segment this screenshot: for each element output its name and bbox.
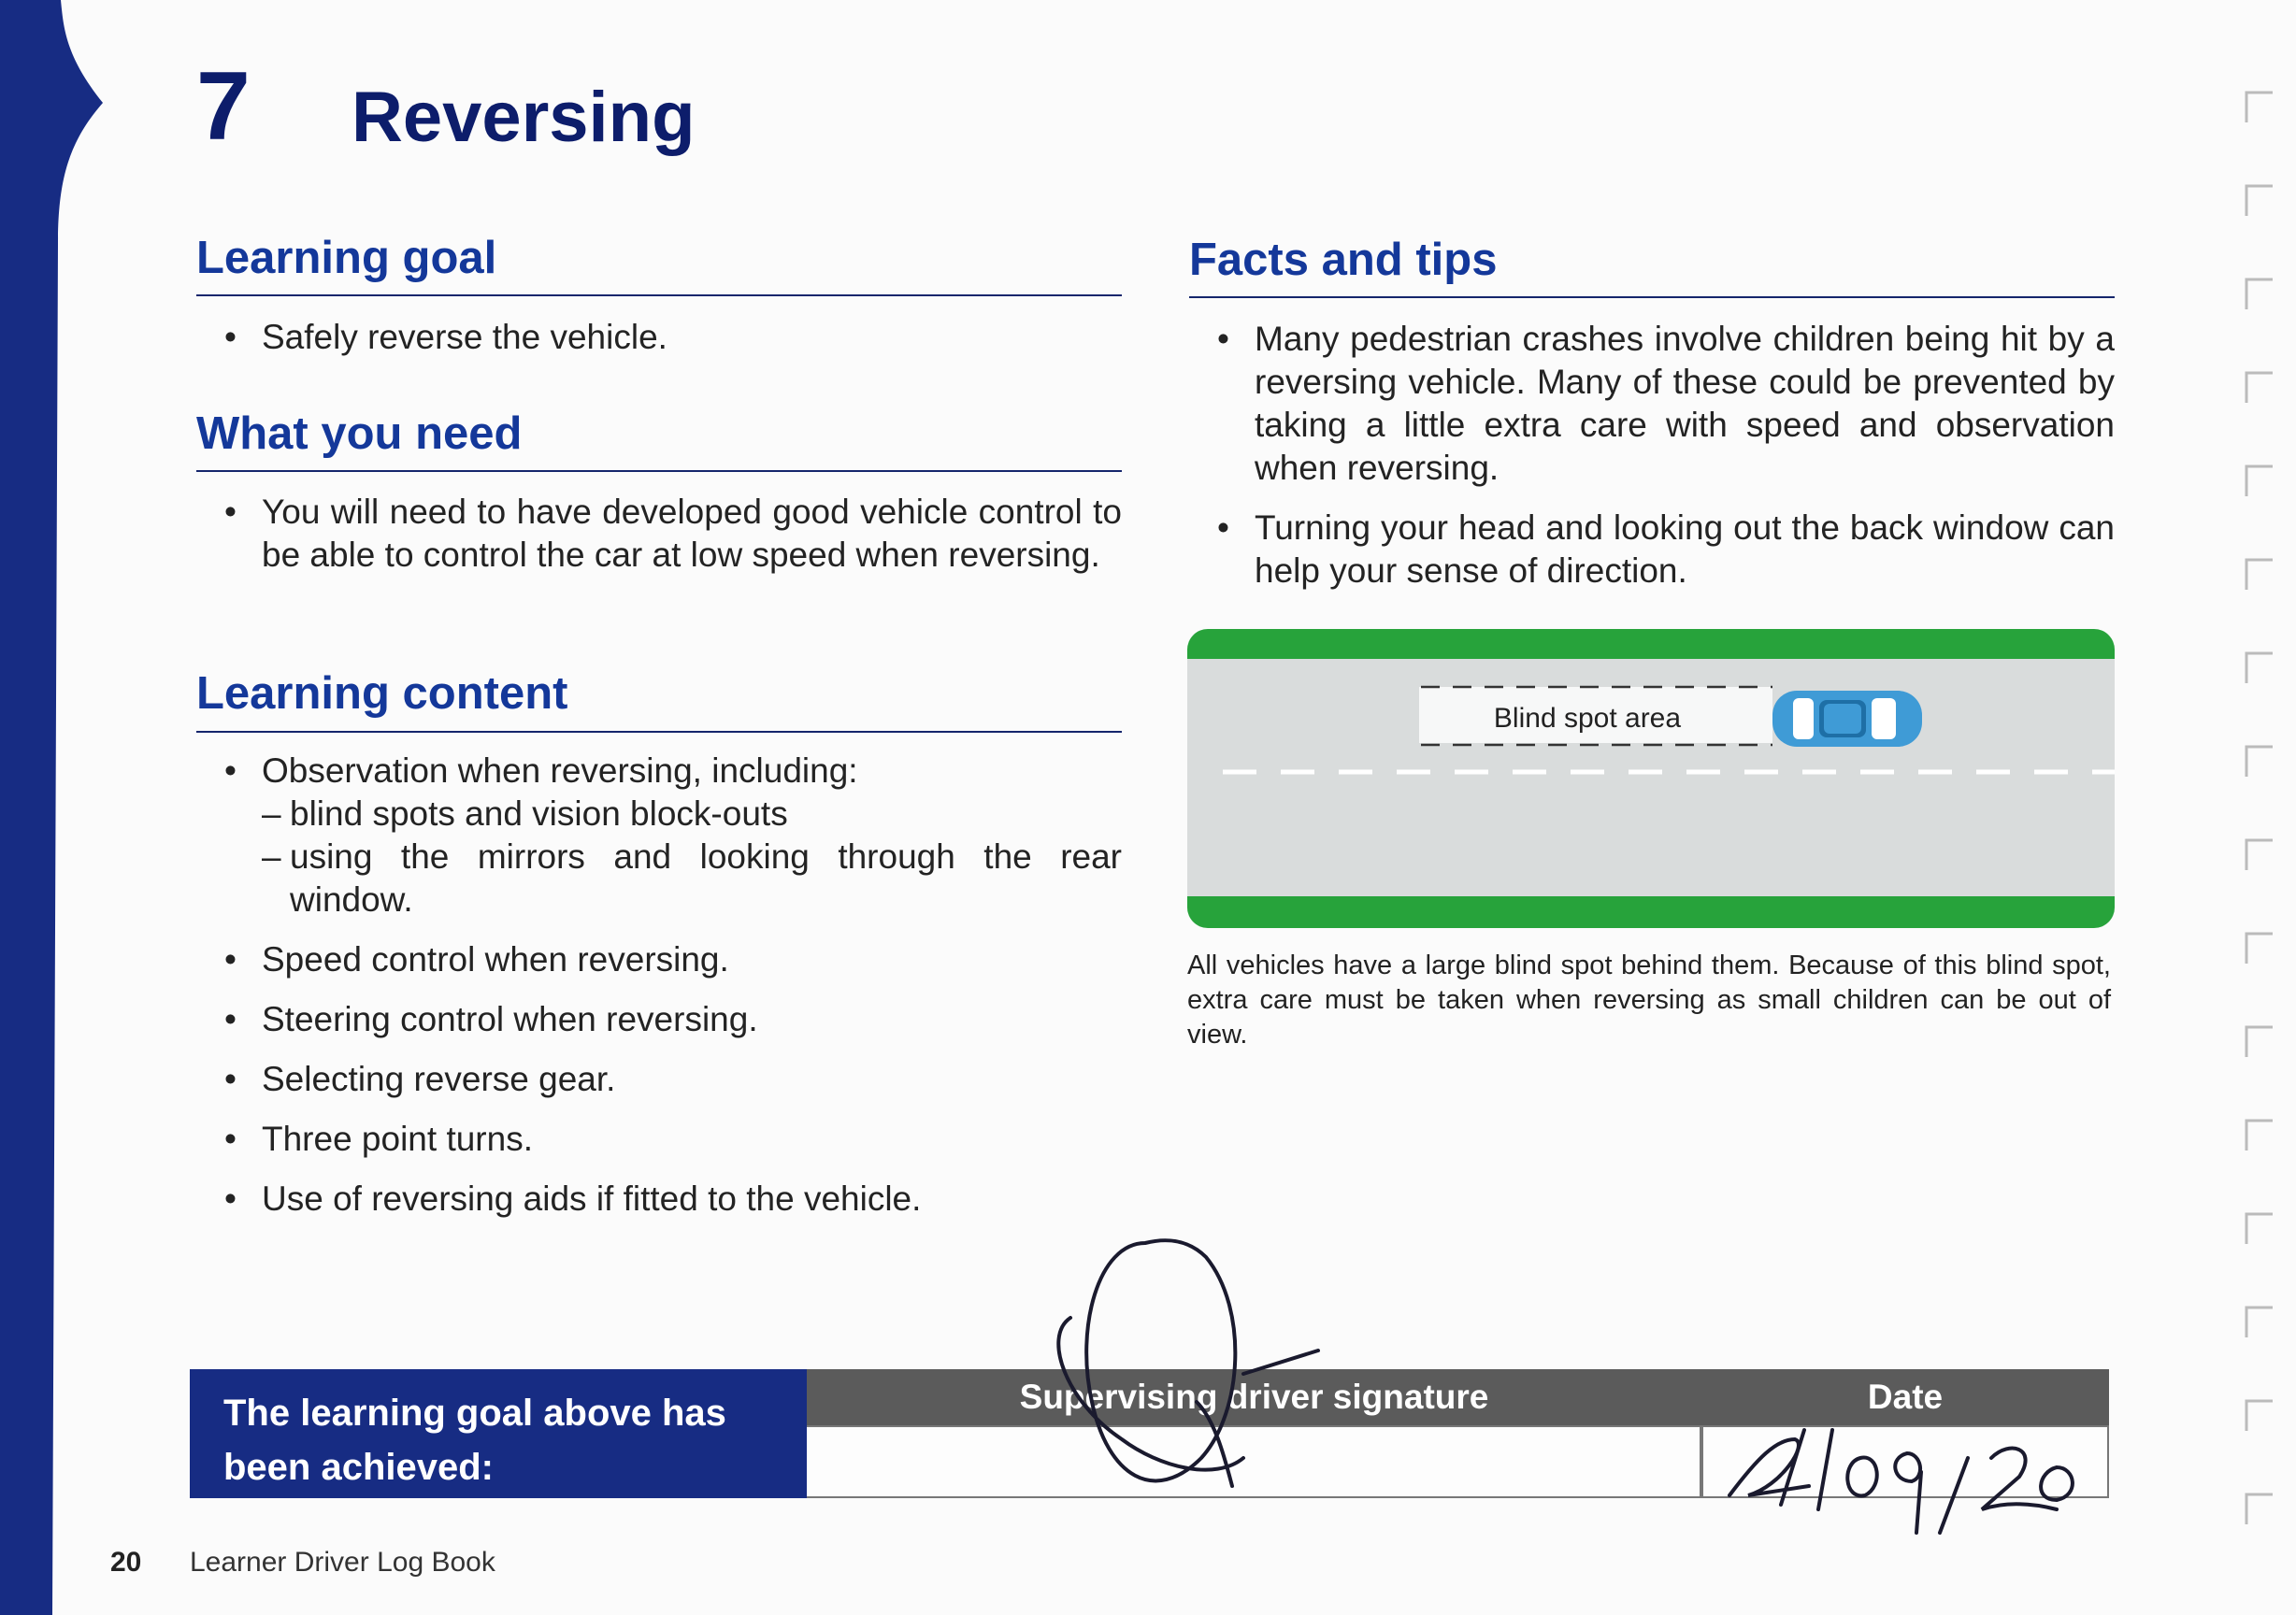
list-item: • Use of reversing aids if fitted to the vehicle.	[196, 1178, 1122, 1221]
dash-icon: –	[262, 837, 281, 876]
list-item: • Three point turns.	[196, 1118, 1122, 1161]
blind-spot-label: Blind spot area	[1493, 703, 1682, 734]
list-item: • Observation when reversing, including:	[196, 750, 1122, 793]
learning-content-list	[196, 750, 1122, 1221]
blind-spot-diagram	[1187, 629, 2115, 928]
chapter-title: Reversing	[352, 78, 696, 157]
page-spine	[0, 0, 112, 1615]
dash-icon: –	[262, 794, 281, 833]
page-number: 20	[110, 1547, 142, 1578]
list-item: • You will need to have developed good vehicle control to be able to control the car at low speed when reversing.	[224, 493, 1122, 574]
date-field[interactable]	[1701, 1425, 2109, 1498]
list-item: • Turning your head and looking out the back window can help your sense of direction.	[1217, 508, 2115, 590]
what-you-need-list	[196, 491, 1122, 577]
binding-ring	[2239, 182, 2276, 220]
chapter-number: 7	[196, 52, 251, 161]
signature-field[interactable]	[807, 1425, 1701, 1498]
list-item: • Speed control when reversing.	[196, 938, 1122, 981]
binding-ring	[2239, 1491, 2276, 1528]
binding-ring	[2239, 930, 2276, 967]
binding-ring	[2239, 556, 2276, 593]
facts-and-tips-heading: Facts and tips	[1189, 235, 1498, 285]
what-you-need-rule	[196, 470, 1122, 472]
bullet-icon: •	[1217, 508, 1229, 547]
bullet-icon: •	[224, 1000, 237, 1038]
learning-content-heading: Learning content	[196, 668, 568, 719]
bullet-icon: •	[1217, 320, 1229, 358]
bullet-icon: •	[224, 1179, 237, 1218]
sub-list-item: – blind spots and vision block-outs	[196, 793, 1122, 836]
list-item: • Steering control when reversing.	[196, 998, 1122, 1041]
bullet-icon: •	[224, 493, 237, 531]
list-item: • Selecting reverse gear.	[196, 1058, 1122, 1101]
what-you-need-heading: What you need	[196, 408, 523, 459]
bullet-icon: •	[224, 940, 237, 979]
binding-ring	[2239, 743, 2276, 780]
binding-ring	[2239, 276, 2276, 313]
date-header: Date	[1701, 1369, 2109, 1425]
facts-and-tips-rule	[1189, 296, 2115, 298]
book-title: Learner Driver Log Book	[190, 1547, 495, 1578]
goal-achieved-box	[190, 1369, 807, 1498]
learning-goal-heading: Learning goal	[196, 233, 497, 283]
bullet-icon: •	[224, 318, 237, 356]
binding-ring	[2239, 650, 2276, 687]
binding-ring	[2239, 369, 2276, 407]
binding-ring	[2239, 1397, 2276, 1435]
bullet-icon: •	[224, 1120, 237, 1158]
binding-ring	[2239, 836, 2276, 874]
learning-content-rule	[196, 731, 1122, 733]
binding-ring	[2239, 463, 2276, 500]
binding-ring	[2239, 1117, 2276, 1154]
sub-list-item: – using the mirrors and looking through the rear window.	[262, 837, 1122, 919]
learning-goal-list	[196, 316, 1122, 359]
bullet-icon: •	[224, 1060, 237, 1098]
list-item: • Many pedestrian crashes involve children being hit by a reversing vehicle. Many of these could be prevented by taking a little extra care with speed and observation when reversing.	[1217, 320, 2115, 487]
list-item: • Safely reverse the vehicle.	[196, 316, 1122, 359]
car-icon	[1772, 691, 1922, 747]
goal-statement-line1: The learning goal above has	[223, 1393, 726, 1434]
learning-goal-rule	[196, 294, 1122, 296]
binding-ring	[2239, 1304, 2276, 1341]
signature-header: Supervising driver signature	[807, 1369, 1701, 1425]
binding-ring	[2239, 89, 2276, 126]
bullet-icon: •	[224, 751, 237, 790]
facts-and-tips-list	[1189, 318, 2115, 593]
goal-statement-line2: been achieved:	[223, 1447, 495, 1488]
binding-ring	[2239, 1023, 2276, 1061]
binding-ring	[2239, 1210, 2276, 1248]
diagram-caption: All vehicles have a large blind spot behind them. Because of this blind spot, extra care must be taken when reversing as small children can be out of view.	[1187, 950, 2111, 1050]
